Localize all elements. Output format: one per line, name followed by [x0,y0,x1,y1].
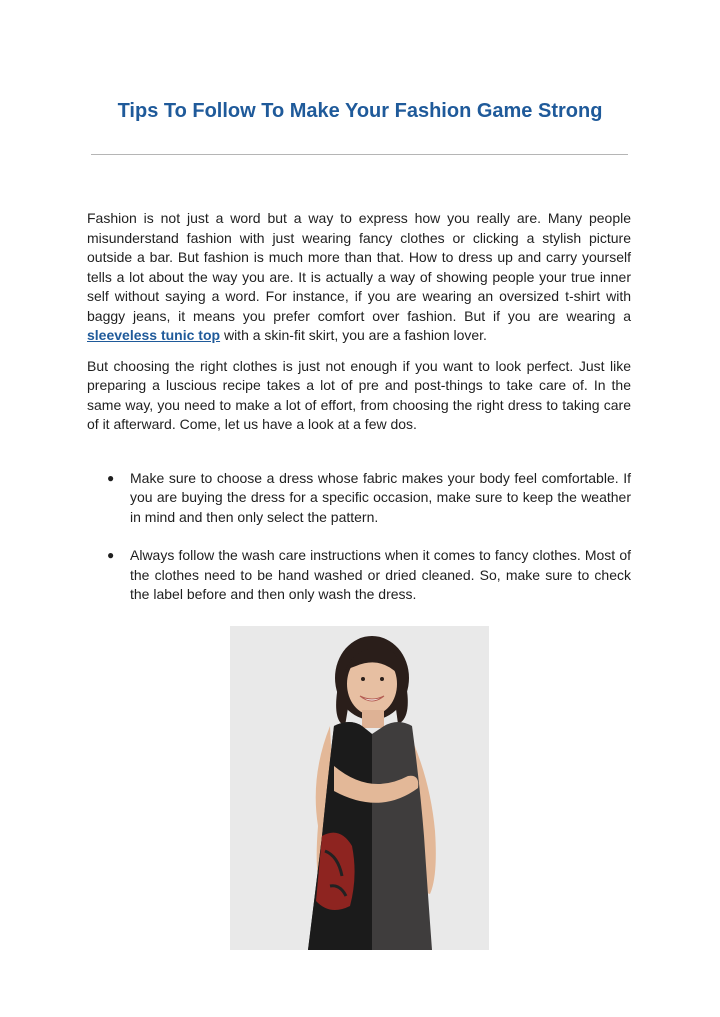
paragraph-intro [87,209,631,346]
woman-in-tunic-illustration [230,626,489,950]
bullet-icon: ● [107,548,115,562]
horizontal-rule [91,154,628,155]
document-title: Tips To Follow To Make Your Fashion Game Strong [117,100,603,122]
sleeveless-tunic-top-link[interactable]: sleeveless tunic top [87,327,221,343]
document-body [87,209,631,624]
list-item-text: Make sure to choose a dress whose fabric makes your body feel comfortable. If you are buying the dress for a specific occasion, make sure to keep the weather in mind and then only select the pattern. [130,469,631,525]
model-photo [230,626,489,950]
list-item-text: Always follow the wash care instructions when it comes to fancy clothes. Most of the clothes need to be hand washed or dried cleaned. So, make sure to check the label before and then only wash the dress. [130,547,631,602]
list-item [87,546,631,605]
paragraph-intro-text-end: with a skin-fit skirt, you are a fashion lover. [220,327,487,343]
bullet-icon: ● [107,470,115,485]
paragraph-dos-intro: But choosing the right clothes is just not enough if you want to look perfect. Just like preparing a luscious recipe takes a lot of pre and post-things to take care of. In the same way, you need to make a lot of effort, from choosing the right dress to taking care of it afterward. Come, let us have a look at a few dos. [87,357,631,432]
tips-list [87,469,631,605]
list-item [87,469,631,528]
paragraph-intro-text-start: Fashion is not just a word but a way to express how you really are. Many people misunderstand fashion with just wearing fancy clothes or clicking a stylish picture outside a bar. But fashion is much more than that. How to dress up and carry yourself tells a lot about the way you are. It is actually a way of showing people your true inner self without saying a word. For instance, if you are wearing an oversized t-shirt with baggy jeans, it means you prefer comfort over fashion. But if you are wearing a [87,210,631,324]
